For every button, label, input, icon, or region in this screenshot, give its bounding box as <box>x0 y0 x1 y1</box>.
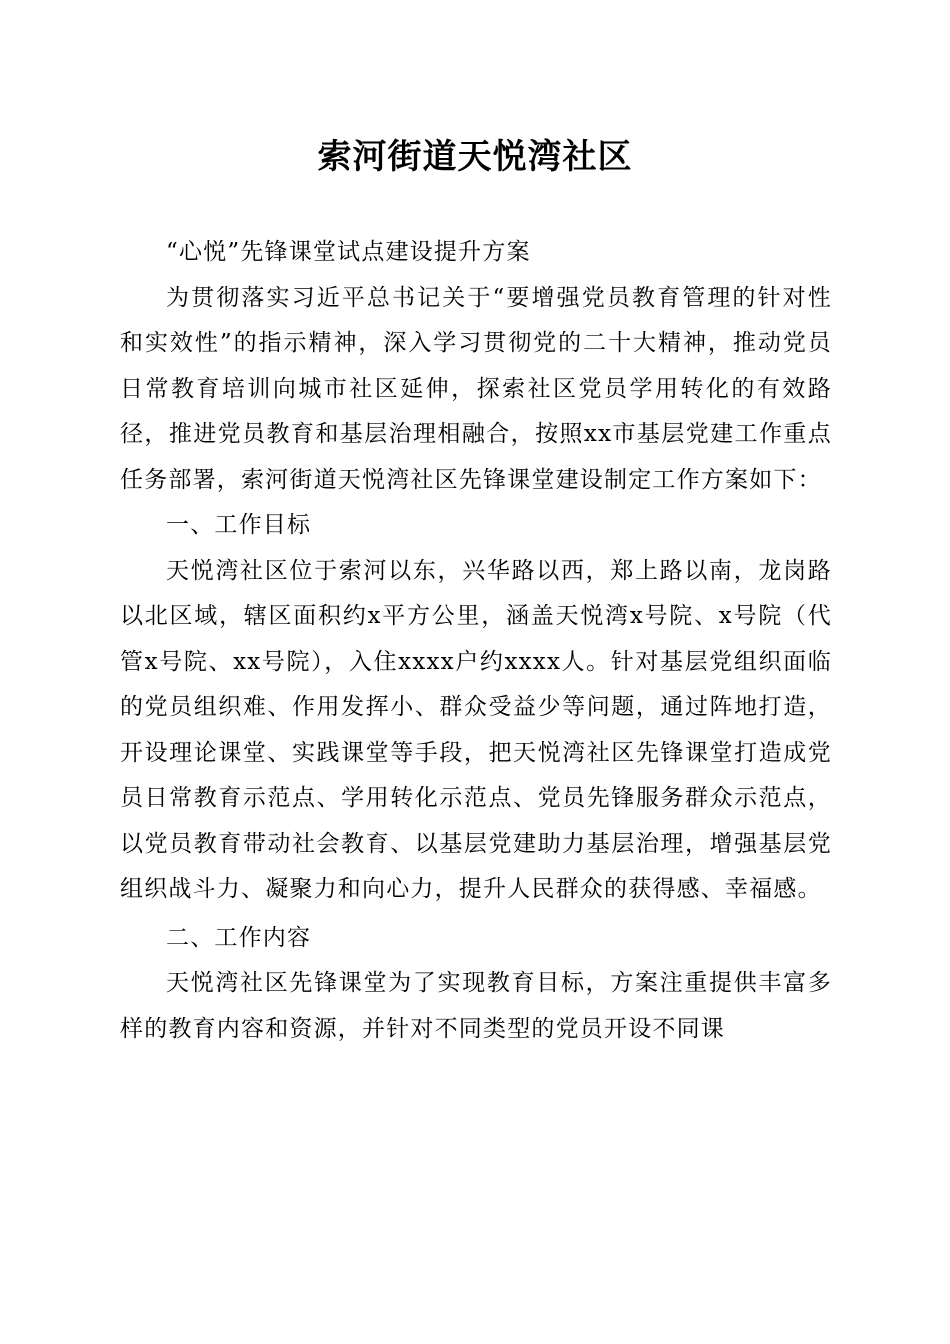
section-2-heading: 二、工作内容 <box>166 924 312 951</box>
section-2-paragraph: 天悦湾社区先锋课堂为了实现教育目标，方案注重提供丰富多样的教育内容和资源，并针对不同类型的党员开设不同课 <box>120 970 832 1042</box>
section-1-heading: 一、工作目标 <box>166 512 312 538</box>
section-1-paragraph: 天悦湾社区位于索河以东，兴华路以西，郑上路以南，龙岗路以北区域，辖区面积约x平方公里，涵盖天悦湾x号院、x号院（代管x号院、xx号院），入住xxxx户约xxxx人。针对基层党组织面临的党员组织难、作用发挥小、群众受益少等问题，通过阵地打造，开设理论课堂、实践课堂等手段，把天悦湾社区先锋课堂打造成党员日常教育示范点、学用转化示范点、党员先锋服务群众示范点，以党员教育带动社会教育、以基层党建助力基层治理，增强基层党组织战斗力、凝聚力和向心力，提升人民群众的获得感、幸福感。 <box>120 557 832 902</box>
intro-paragraph: 为贯彻落实习近平总书记关于“要增强党员教育管理的针对性和实效性”的指示精神，深入学习贯彻党的二十大精神，推动党员日常教育培训向城市社区延伸，探索社区党员学用转化的有效路径，推进党员教育和基层治理相融合，按照xx市基层党建工作重点任务部署，索河街道天悦湾社区先锋课堂建设制定工作方案如下： <box>120 284 832 493</box>
document-subtitle: “心悦”先锋课堂试点建设提升方案 <box>166 239 531 265</box>
document-title: 索河街道天悦湾社区 <box>317 137 633 177</box>
document-body <box>120 230 832 1052</box>
